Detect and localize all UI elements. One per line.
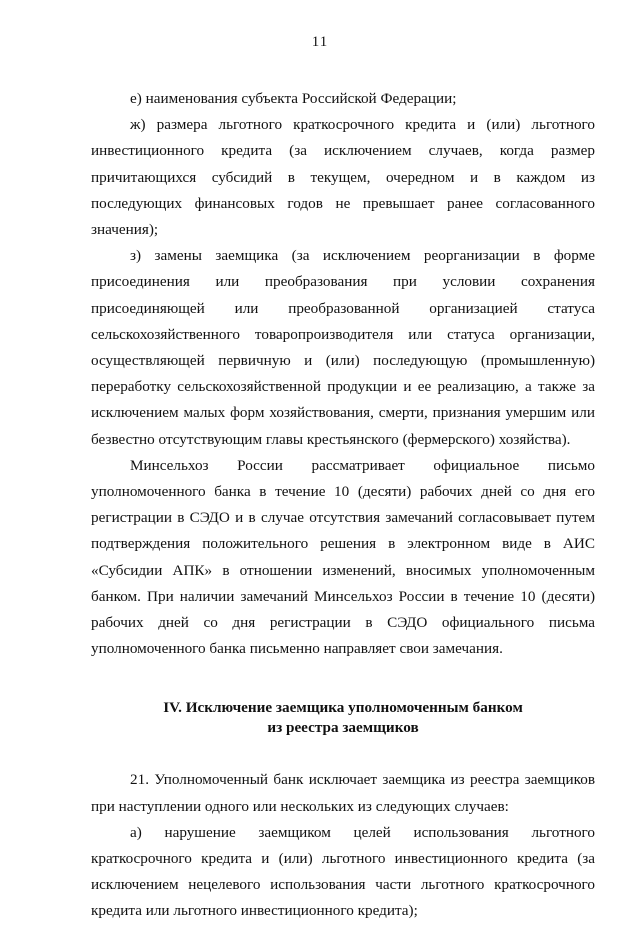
section-heading-line-2: из реестра заемщиков <box>267 719 419 737</box>
section-heading <box>91 698 595 738</box>
paragraph-item-e: е) наименования субъекта Российской Федерации; <box>130 90 457 107</box>
page-number: 11 <box>311 34 329 50</box>
paragraph-item-a: а) нарушение заемщиком целей использования льготного краткосрочного кредита и (или) льготного инвестиционного кредита (за исключением нецелевого использования части льготного краткосрочного кредита или льготного инвестиционного кредита); <box>91 823 595 920</box>
section-heading-line-1: IV. Исключение заемщика уполномоченным банком <box>163 699 523 717</box>
paragraph-item-z: з) замены заемщика (за исключением реорганизации в форме присоединения или преобразования при условии сохранения присоединяющей или преобразованной организацией статуса сельскохозяйственного товаропроизводителя или статуса организации, осуществляющей первичную и (или) последующую (промышленную) переработку сельскохозяйственной продукции и ее реализацию, а также за исключением малых форм хозяйствования, смерти, признания умершим или безвестно отсутствующим главы крестьянского (фермерского) хозяйства). <box>91 247 595 448</box>
paragraph-21: 21. Уполномоченный банк исключает заемщика из реестра заемщиков при наступлении одного или нескольких из следующих случаев: <box>91 771 595 815</box>
paragraph-item-zh: ж) размера льготного краткосрочного кредита и (или) льготного инвестиционного кредита (за исключением случаев, когда размер причитающихся субсидий в текущем, очередном и в каждом из последующих финансовых годов не превышает ранее согласованного значения); <box>91 116 595 239</box>
paragraph-minselkhoz-review: Минсельхоз России рассматривает официальное письмо уполномоченного банка в течение 10 (десяти) рабочих дней со дня его регистрации в СЭДО и в случае отсутствия замечаний согласовывает путем подтверждения положительного решения в электронном виде в АИС «Субсидии АПК» в отношении изменений, вносимых уполномоченным банком. При наличии замечаний Минсельхоз России в течение 10 (десяти) рабочих дней со дня регистрации в СЭДО официального письма уполномоченного банка письменно направляет свои замечания. <box>91 456 595 658</box>
document-body <box>91 86 595 925</box>
